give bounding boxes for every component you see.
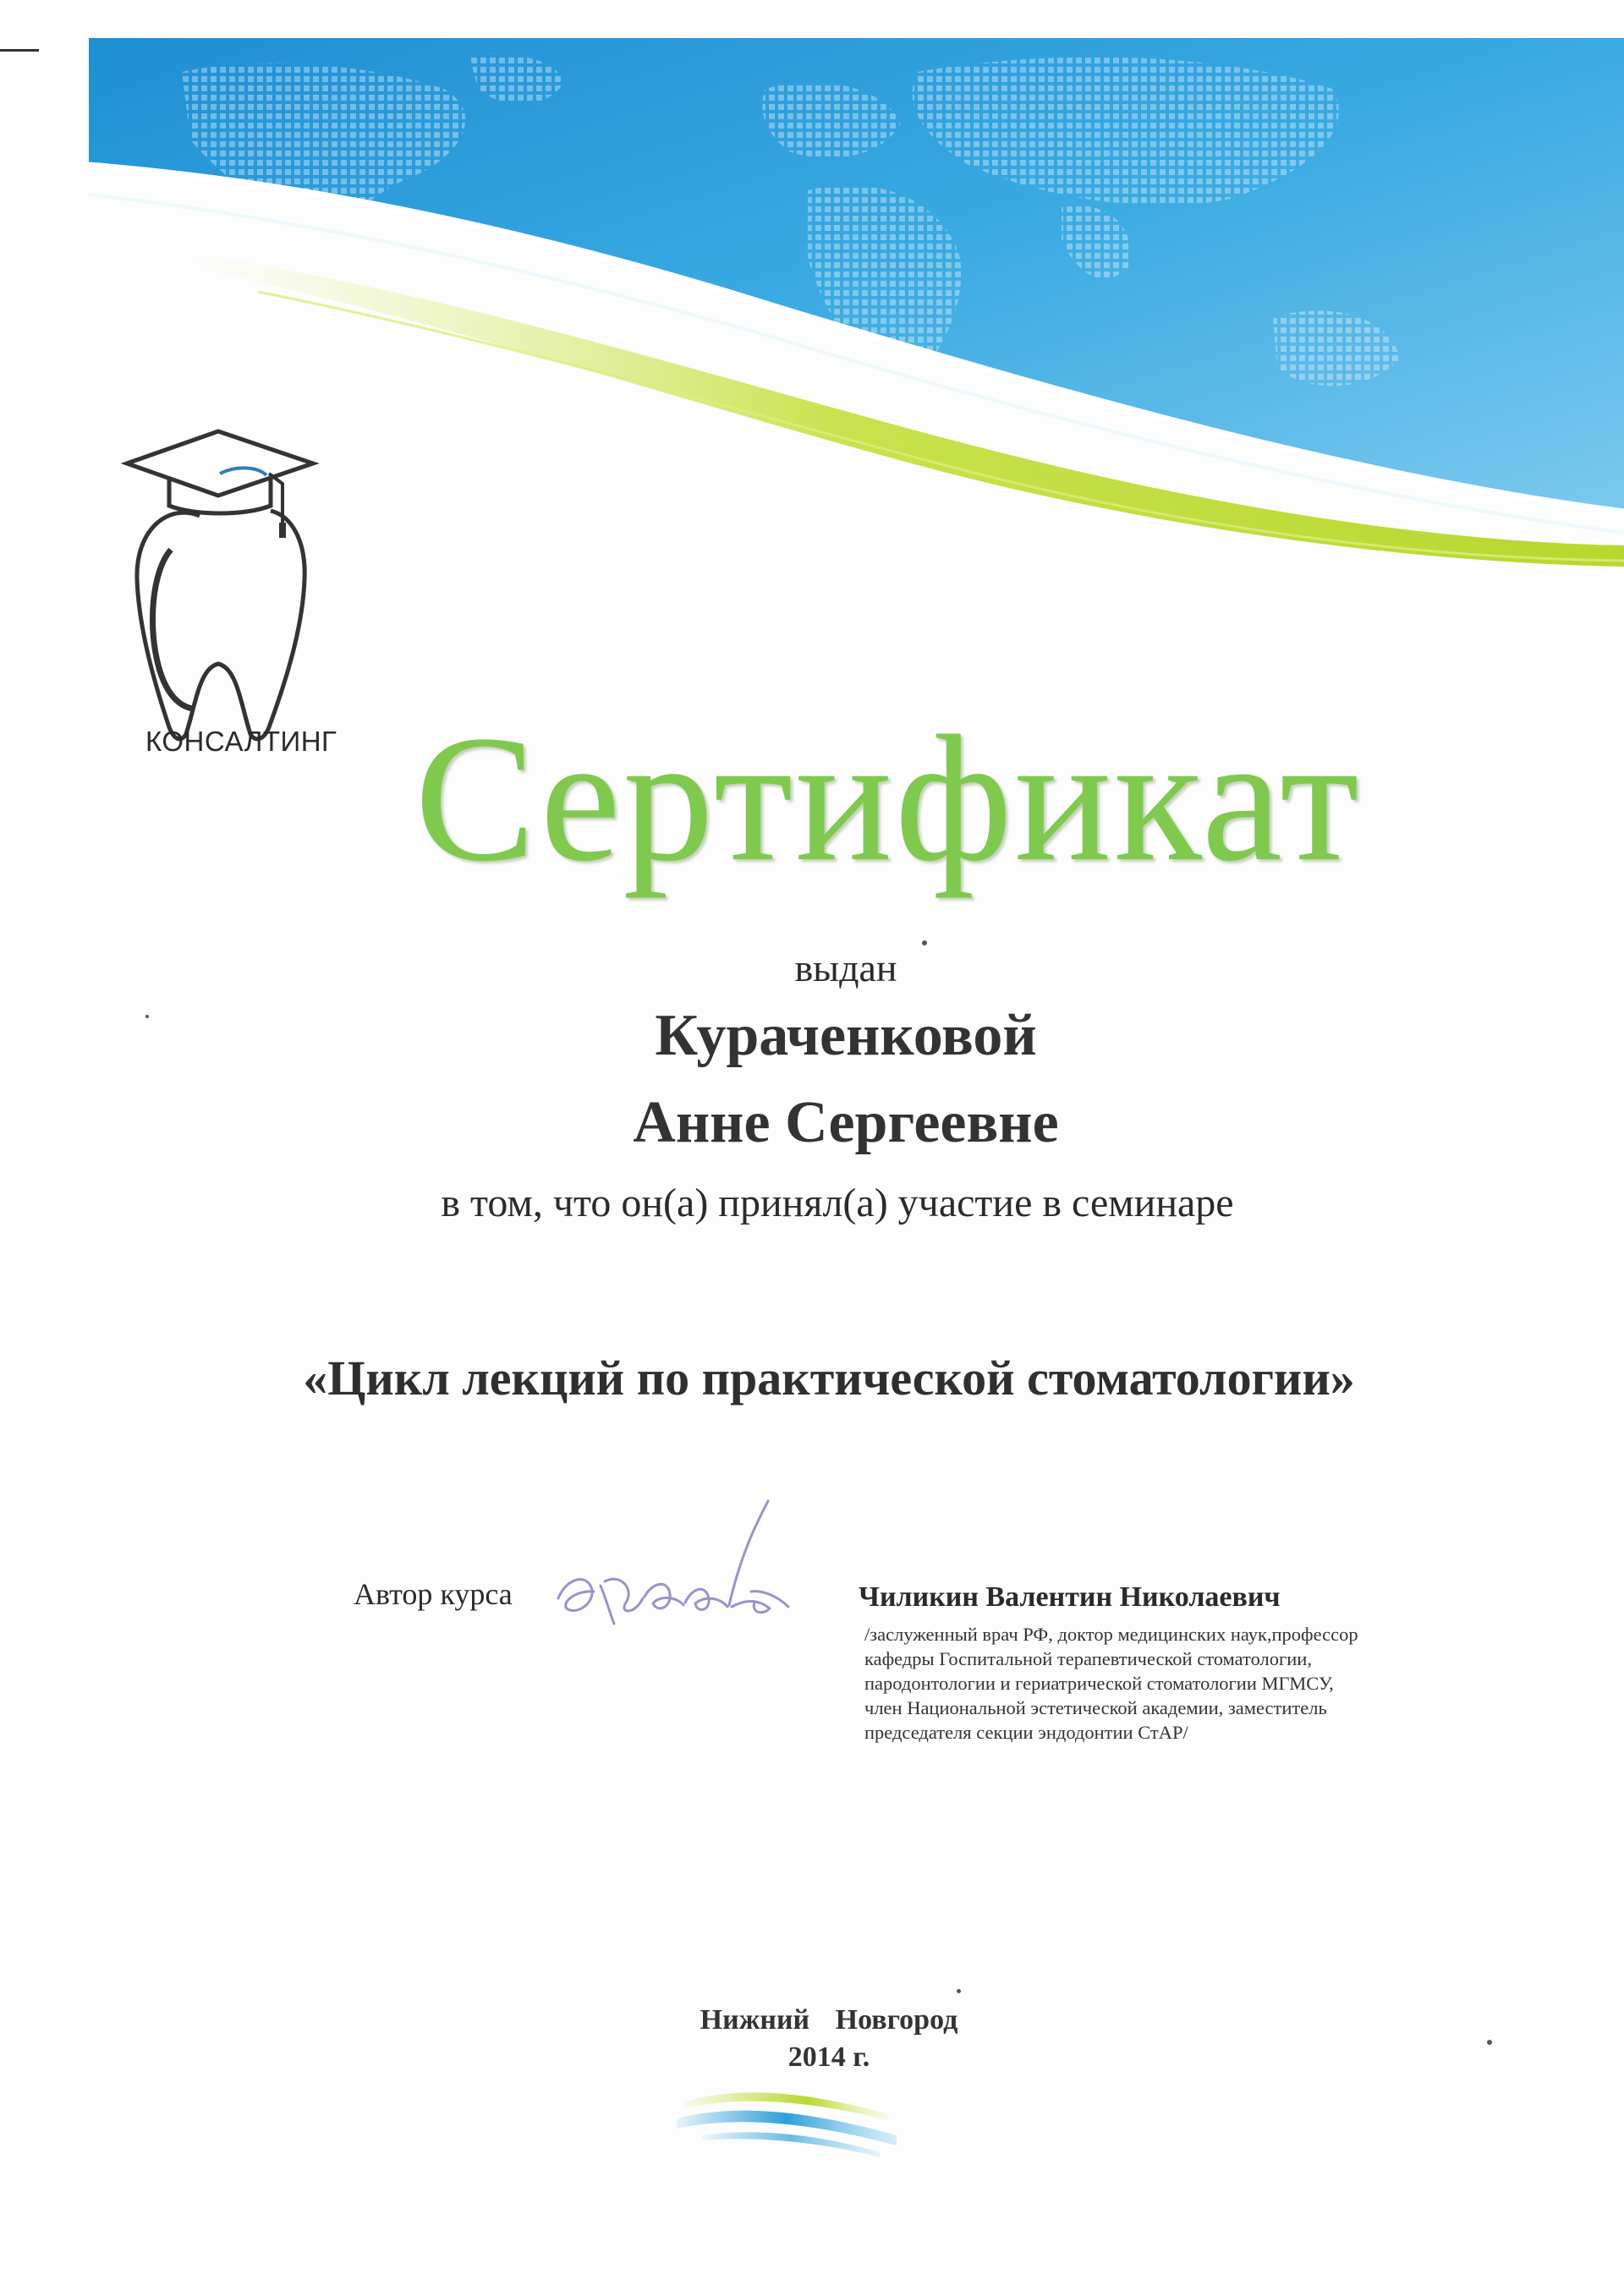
scan-edge-mark	[0, 49, 39, 52]
author-credentials-line: пародонтологии и гериатрической стоматологии МГМСУ,	[864, 1673, 1334, 1694]
participation-statement: в том, что он(а) принял(а) участие в семинаре	[441, 1181, 1234, 1225]
author-credentials-line: кафедры Госпитальной терапевтической стоматологии,	[864, 1648, 1312, 1669]
issued-label: выдан	[794, 946, 897, 989]
certificate-title: Сертификат	[414, 699, 1362, 899]
author-credentials	[864, 1622, 1473, 1745]
recipient-given-names: Анне Сергеевне	[633, 1090, 1059, 1155]
issue-year: 2014 г.	[787, 2041, 870, 2073]
scan-speck	[922, 940, 927, 945]
wave-swoosh-icon	[668, 2068, 905, 2161]
scan-speck	[957, 1989, 961, 1993]
scan-speck	[1487, 2040, 1492, 2045]
handwritten-signature	[541, 1497, 812, 1649]
author-credentials-line: член Национальной эстетической академии, заместитель	[864, 1697, 1327, 1718]
author-name: Чиликин Валентин Николаевич	[859, 1581, 1281, 1613]
scan-speck	[145, 1015, 149, 1018]
seminar-title: «Цикл лекций по практической стоматологии»	[303, 1351, 1355, 1406]
author-credentials-line: председателя секции эндодонтии СтАР/	[864, 1722, 1188, 1743]
issue-city: Нижний Новгород	[700, 2004, 958, 2036]
logo-caption: КОНСАЛТИНГ	[145, 726, 337, 757]
recipient-surname: Кураченковой	[655, 1003, 1037, 1068]
author-credentials-line: /заслуженный врач РФ, доктор медицинских наук,профессор	[864, 1624, 1358, 1645]
author-label: Автор курса	[354, 1577, 513, 1611]
